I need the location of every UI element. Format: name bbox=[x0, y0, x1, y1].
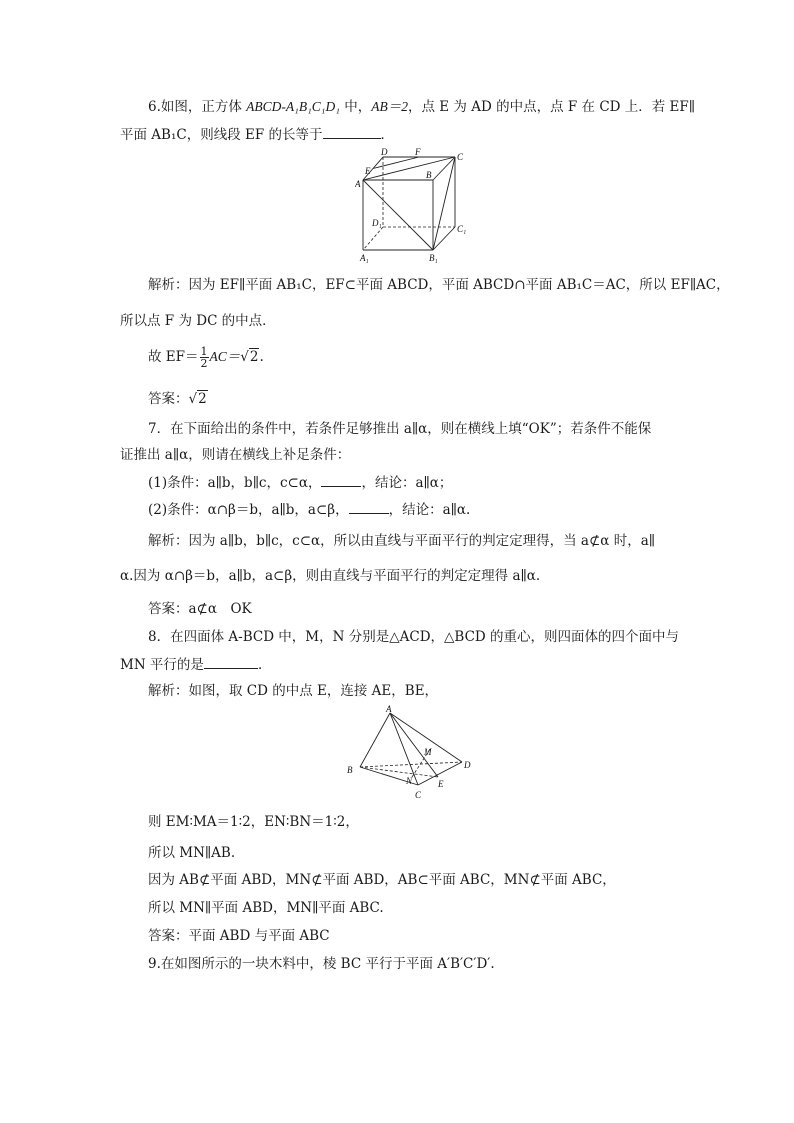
q8-line1: 8．在四面体 A-BCD 中，M，N 分别是△ACD，△BCD 的重心，则四面体的四个面中与 bbox=[148, 629, 680, 645]
label-A: A bbox=[386, 705, 392, 714]
label-C: C bbox=[415, 790, 422, 800]
cond1-text-a: (1)条件：a∥b，b∥c，c⊂α， bbox=[148, 475, 322, 491]
label-B: B bbox=[426, 170, 432, 180]
calc-mid: AC＝ bbox=[209, 349, 241, 364]
q7-blank2[interactable] bbox=[349, 499, 389, 514]
label-M: M bbox=[424, 747, 432, 757]
q8-ratio: 则 EM∶MA＝1∶2，EN∶BN＝1∶2， bbox=[148, 814, 359, 830]
q7-blank1[interactable] bbox=[321, 472, 361, 487]
q7-cond2 bbox=[148, 499, 470, 520]
q8-answer-blank[interactable] bbox=[204, 654, 258, 669]
label-E: E bbox=[438, 779, 444, 789]
q7-line2: 证推出 a∥α，则请在横线上补足条件： bbox=[120, 447, 351, 463]
label-B: B bbox=[347, 765, 353, 775]
frac-den: 2 bbox=[200, 357, 208, 370]
label-C: C bbox=[457, 152, 464, 162]
q6-line2-end: ． bbox=[380, 127, 395, 143]
calc-prefix: 故 EF＝ bbox=[148, 349, 199, 365]
q6-line2 bbox=[120, 124, 394, 145]
cond2-text-a: (2)条件：α∩β＝b，a∥b，a⊂β， bbox=[148, 502, 349, 518]
sqrt-val: 2 bbox=[249, 349, 259, 365]
label-A1: A₁ bbox=[360, 253, 369, 263]
cond1-text-b: ，结论：a∥α； bbox=[361, 475, 453, 491]
q8-so: 所以 MN∥平面 ABD，MN∥平面 ABC. bbox=[148, 900, 384, 916]
q7-cond1 bbox=[148, 472, 452, 493]
answer-sqrt: √2 bbox=[188, 391, 207, 407]
label-C1: C₁ bbox=[457, 224, 467, 234]
q7-line1: 7．在下面给出的条件中，若条件足够推出 a∥α，则在横线上填“OK”；若条件不能保 bbox=[148, 421, 652, 437]
tetrahedron-figure bbox=[342, 705, 482, 803]
q7-answer: 答案：a⊄α OK bbox=[148, 601, 252, 617]
q6-answer-blank[interactable] bbox=[323, 124, 381, 139]
q6-line1 bbox=[148, 97, 695, 117]
q6-line2-text: 平面 AB₁C，则线段 EF 的长等于 bbox=[120, 127, 323, 143]
cond2-text-b: ，结论：a∥α. bbox=[388, 502, 471, 518]
label-D: D bbox=[464, 760, 471, 770]
label-E: E bbox=[365, 166, 371, 176]
q8-line2-end: ． bbox=[257, 657, 272, 673]
ab-length: AB＝2 bbox=[371, 99, 408, 114]
sqrt-two: √2 bbox=[240, 349, 259, 365]
q6-text-c: ，点 E 为 AD 的中点，点 F 在 CD 上．若 EF∥ bbox=[407, 99, 696, 115]
q6-calc bbox=[148, 344, 264, 370]
label-D1: D₁ bbox=[372, 218, 382, 228]
cube-figure bbox=[355, 147, 475, 267]
q9-line1: 9.在如图所示的一块木料中，棱 BC 平行于平面 A′B′C′D′. bbox=[148, 956, 495, 972]
q6-answer bbox=[148, 389, 208, 409]
q8-line2 bbox=[120, 654, 271, 675]
label-D: D bbox=[381, 147, 388, 157]
q6-text-b: 中， bbox=[339, 99, 372, 115]
q6-analysis1: 解析：因为 EF∥平面 AB₁C，EF⊂平面 ABCD，平面 ABCD∩平面 AB₁C＝AC，所以 EF∥AC， bbox=[148, 277, 730, 293]
label-F: F bbox=[415, 147, 421, 157]
label-B1: B₁ bbox=[429, 253, 438, 263]
q8-analysis: 解析：如图，取 CD 的中点 E，连接 AE，BE， bbox=[148, 683, 439, 699]
q6-text-a: 6.如图，正方体 bbox=[148, 99, 247, 115]
q7-analysis1: 解析：因为 a∥b，b∥c，c⊂α，所以由直线与平面平行的判定定理得，当 a⊄α 时，a∥ bbox=[148, 533, 655, 549]
answer-sqrt-val: 2 bbox=[198, 391, 207, 407]
q8-because: 因为 AB⊄平面 ABD，MN⊄平面 ABD，AB⊂平面 ABC，MN⊄平面 ABC， bbox=[148, 872, 616, 888]
label-N: N bbox=[406, 776, 413, 786]
answer-label: 答案： bbox=[148, 391, 189, 407]
q6-analysis2: 所以点 F 为 DC 的中点． bbox=[120, 313, 276, 329]
q8-parallel: 所以 MN∥AB. bbox=[148, 845, 236, 861]
q8-answer: 答案：平面 ABD 与平面 ABC bbox=[148, 928, 330, 944]
frac-num: 1 bbox=[200, 345, 208, 358]
label-A: A bbox=[355, 179, 361, 189]
half-fraction bbox=[200, 346, 209, 369]
q7-analysis2: α.因为 α∩β＝b，a∥b，a⊂β，则由直线与平面平行的判定定理得 a∥α. bbox=[120, 568, 541, 584]
cube-name: ABCD-A₁B₁C₁D₁ bbox=[246, 99, 340, 114]
calc-end: . bbox=[259, 349, 264, 365]
q8-line2-text: MN 平行的是 bbox=[120, 657, 204, 673]
